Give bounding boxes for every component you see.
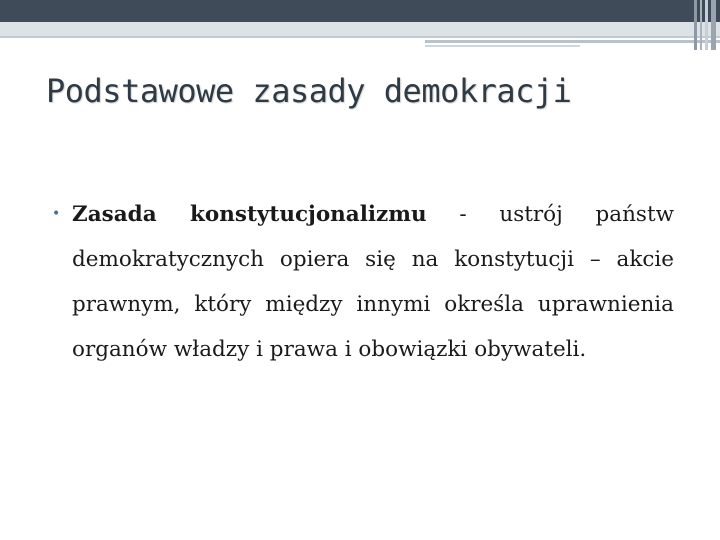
bullet-text: ustrój państw demokratycznych opiera się na konstytucji – akcie prawnym, który między innymi określa uprawnienia organów władzy i prawa i obowiązki obywateli. — [72, 202, 674, 362]
header-stripe — [711, 0, 716, 50]
header-band — [0, 0, 720, 22]
bullet-icon: • — [52, 206, 61, 222]
header-stripe — [694, 0, 697, 50]
bullet-item — [44, 192, 674, 372]
header-stripe — [700, 0, 702, 50]
header-accent-line-short — [425, 45, 580, 47]
slide-content — [44, 192, 674, 372]
header-stripe — [705, 0, 708, 50]
bullet-separator: - — [426, 202, 500, 227]
header-accent-line — [425, 40, 720, 43]
header-divider-line — [0, 36, 720, 38]
bullet-term: Zasada konstytucjonalizmu — [72, 202, 427, 227]
header-band-light — [0, 22, 720, 36]
slide-title: Podstawowe zasady demokracji — [46, 72, 572, 110]
